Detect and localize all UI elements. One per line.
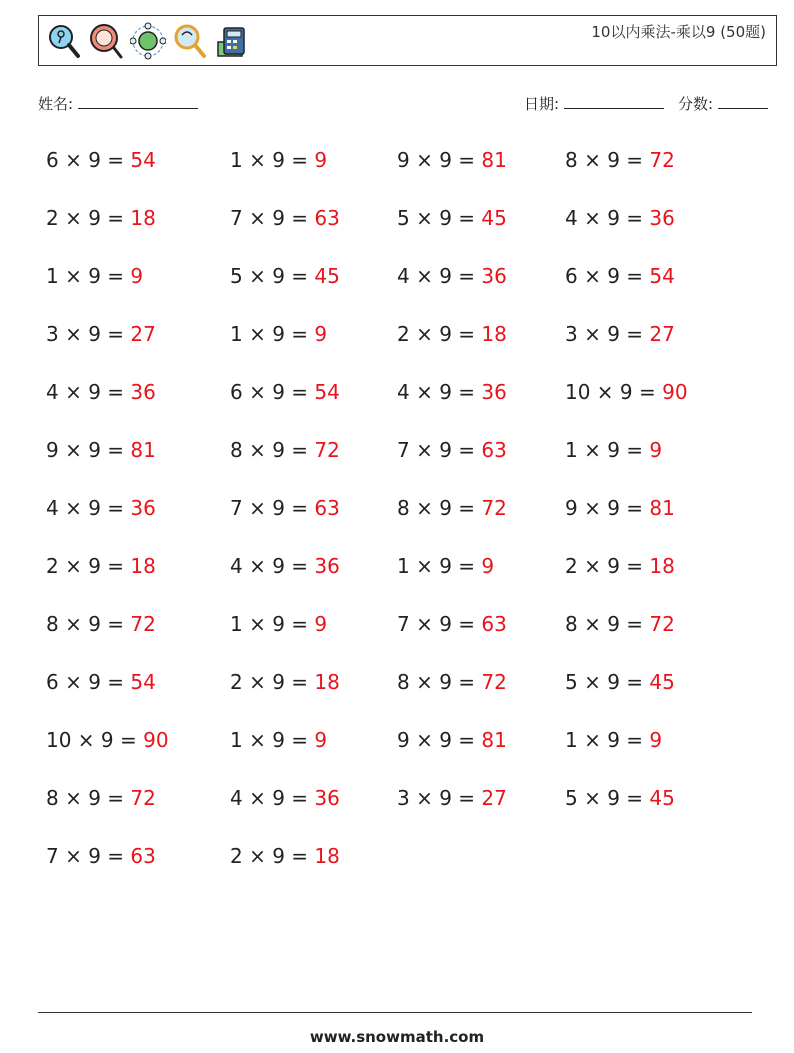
problem-answer: 54 [649, 264, 675, 288]
score-label: 分数: [678, 95, 714, 113]
problem-question: 1 × 9 = [397, 554, 482, 578]
problem-answer: 36 [314, 786, 340, 810]
problem-answer: 9 [314, 728, 328, 752]
problem-question: 2 × 9 = [397, 322, 482, 346]
problem-question: 7 × 9 = [397, 612, 482, 636]
name-blank-line [78, 94, 198, 109]
problem-question: 2 × 9 = [565, 554, 650, 578]
problem-question: 2 × 9 = [46, 206, 131, 230]
problem-answer: 27 [481, 786, 507, 810]
problem-item [230, 786, 340, 810]
problem-question: 5 × 9 = [565, 786, 650, 810]
problem-item [46, 380, 156, 404]
magnifier-search-icon [172, 22, 208, 60]
date-label: 日期: [524, 95, 560, 113]
problem-answer: 72 [481, 670, 507, 694]
score-field[interactable] [678, 93, 768, 114]
problem-item [46, 322, 156, 346]
problem-item [46, 206, 156, 230]
problem-item [46, 728, 169, 752]
problem-item [397, 322, 507, 346]
problem-question: 6 × 9 = [230, 380, 315, 404]
worksheet-header [38, 15, 777, 66]
problem-item [230, 148, 327, 172]
footer-url[interactable]: www.snowmath.com [309, 1028, 485, 1046]
problem-question: 9 × 9 = [397, 148, 482, 172]
problem-item [565, 322, 675, 346]
problem-item [230, 264, 340, 288]
problem-question: 8 × 9 = [397, 670, 482, 694]
problem-answer: 63 [130, 844, 156, 868]
problem-item [565, 206, 675, 230]
problem-item [46, 496, 156, 520]
problem-item [46, 264, 143, 288]
problem-item [230, 554, 340, 578]
globe-network-icon [130, 22, 166, 60]
problem-question: 2 × 9 = [46, 554, 131, 578]
name-field[interactable] [38, 93, 198, 114]
problem-item [565, 380, 688, 404]
problem-item [397, 554, 494, 578]
problem-answer: 18 [130, 206, 156, 230]
problem-answer: 81 [649, 496, 675, 520]
problem-item [230, 728, 327, 752]
problem-item [46, 438, 156, 462]
problem-answer: 9 [130, 264, 144, 288]
problem-question: 3 × 9 = [565, 322, 650, 346]
problem-answer: 45 [314, 264, 340, 288]
problem-answer: 81 [481, 148, 507, 172]
problem-answer: 27 [130, 322, 156, 346]
problem-answer: 72 [314, 438, 340, 462]
problem-question: 7 × 9 = [230, 206, 315, 230]
problem-item [565, 496, 675, 520]
problem-answer: 27 [649, 322, 675, 346]
problem-answer: 18 [649, 554, 675, 578]
problem-item [230, 380, 340, 404]
name-label: 姓名: [38, 95, 74, 113]
problem-item [46, 612, 156, 636]
problem-item [46, 786, 156, 810]
problem-answer: 36 [314, 554, 340, 578]
problem-item [397, 612, 507, 636]
problem-answer: 9 [481, 554, 495, 578]
problem-item [565, 438, 662, 462]
problem-question: 2 × 9 = [230, 844, 315, 868]
problem-answer: 90 [662, 380, 688, 404]
problem-item [230, 496, 340, 520]
problem-item [397, 148, 507, 172]
problem-item [565, 786, 675, 810]
problem-answer: 45 [649, 786, 675, 810]
problem-answer: 72 [130, 612, 156, 636]
problem-answer: 63 [314, 206, 340, 230]
problem-question: 4 × 9 = [397, 264, 482, 288]
problem-question: 1 × 9 = [46, 264, 131, 288]
problem-item [46, 554, 156, 578]
problem-question: 3 × 9 = [397, 786, 482, 810]
problem-answer: 45 [481, 206, 507, 230]
problem-question: 6 × 9 = [565, 264, 650, 288]
problem-item [565, 670, 675, 694]
problem-item [46, 670, 156, 694]
problem-item [397, 264, 507, 288]
problem-question: 7 × 9 = [397, 438, 482, 462]
problem-item [230, 322, 327, 346]
problem-answer: 54 [130, 670, 156, 694]
problem-answer: 36 [481, 380, 507, 404]
problem-answer: 45 [649, 670, 675, 694]
problem-question: 6 × 9 = [46, 670, 131, 694]
problem-question: 7 × 9 = [46, 844, 131, 868]
problem-item [565, 728, 662, 752]
problem-question: 8 × 9 = [230, 438, 315, 462]
problem-question: 10 × 9 = [565, 380, 663, 404]
problem-question: 9 × 9 = [46, 438, 131, 462]
problem-answer: 18 [314, 844, 340, 868]
problem-item [565, 612, 675, 636]
problem-answer: 36 [130, 496, 156, 520]
problem-question: 1 × 9 = [565, 728, 650, 752]
date-field[interactable] [524, 93, 664, 114]
problem-question: 8 × 9 = [397, 496, 482, 520]
problem-answer: 9 [314, 612, 328, 636]
problem-answer: 9 [314, 148, 328, 172]
problem-answer: 72 [649, 148, 675, 172]
problem-item [565, 264, 675, 288]
problem-answer: 9 [649, 728, 663, 752]
footer-divider [38, 1012, 752, 1013]
problem-answer: 36 [481, 264, 507, 288]
problem-question: 9 × 9 = [565, 496, 650, 520]
problem-item [397, 206, 507, 230]
problem-answer: 63 [481, 438, 507, 462]
problem-question: 5 × 9 = [565, 670, 650, 694]
problem-question: 4 × 9 = [46, 380, 131, 404]
worksheet-title: 10以内乘法-乘以9 (50题) [591, 23, 766, 41]
problem-item [230, 670, 340, 694]
problem-question: 5 × 9 = [230, 264, 315, 288]
problem-item [397, 728, 507, 752]
problem-answer: 18 [314, 670, 340, 694]
problem-question: 4 × 9 = [230, 786, 315, 810]
problem-question: 6 × 9 = [46, 148, 131, 172]
problem-answer: 54 [314, 380, 340, 404]
problem-question: 8 × 9 = [565, 612, 650, 636]
problem-answer: 18 [481, 322, 507, 346]
problem-item [397, 496, 507, 520]
problem-answer: 54 [130, 148, 156, 172]
problem-question: 8 × 9 = [565, 148, 650, 172]
score-blank-line [718, 94, 768, 109]
magnifier-key-icon [46, 22, 82, 60]
problem-answer: 36 [649, 206, 675, 230]
problem-item [397, 670, 507, 694]
problem-item [230, 612, 327, 636]
problem-question: 1 × 9 = [230, 612, 315, 636]
problem-question: 4 × 9 = [46, 496, 131, 520]
problem-answer: 63 [314, 496, 340, 520]
problem-answer: 9 [314, 322, 328, 346]
problem-question: 9 × 9 = [397, 728, 482, 752]
problem-answer: 9 [649, 438, 663, 462]
problem-item [230, 206, 340, 230]
date-blank-line [564, 94, 664, 109]
problem-item [230, 438, 340, 462]
problem-item [46, 148, 156, 172]
problem-question: 3 × 9 = [46, 322, 131, 346]
problem-answer: 81 [130, 438, 156, 462]
problem-item [397, 786, 507, 810]
problem-answer: 72 [649, 612, 675, 636]
problem-item [397, 380, 507, 404]
problem-item [397, 438, 507, 462]
problem-item [46, 844, 156, 868]
problem-answer: 72 [481, 496, 507, 520]
problem-question: 5 × 9 = [397, 206, 482, 230]
magnifier-badge-icon [88, 22, 124, 60]
problem-question: 2 × 9 = [230, 670, 315, 694]
calculator-money-icon [214, 22, 250, 60]
problem-question: 4 × 9 = [565, 206, 650, 230]
problem-question: 1 × 9 = [230, 728, 315, 752]
problem-question: 1 × 9 = [230, 148, 315, 172]
problem-question: 8 × 9 = [46, 612, 131, 636]
problem-answer: 18 [130, 554, 156, 578]
problem-question: 8 × 9 = [46, 786, 131, 810]
problem-question: 7 × 9 = [230, 496, 315, 520]
header-icons [46, 22, 250, 60]
problem-item [230, 844, 340, 868]
problem-item [565, 554, 675, 578]
problem-answer: 81 [481, 728, 507, 752]
problem-question: 10 × 9 = [46, 728, 144, 752]
problem-answer: 63 [481, 612, 507, 636]
problem-question: 4 × 9 = [397, 380, 482, 404]
problem-item [565, 148, 675, 172]
problem-answer: 90 [143, 728, 169, 752]
problem-question: 1 × 9 = [565, 438, 650, 462]
problem-question: 4 × 9 = [230, 554, 315, 578]
problem-answer: 72 [130, 786, 156, 810]
problem-answer: 36 [130, 380, 156, 404]
problem-question: 1 × 9 = [230, 322, 315, 346]
